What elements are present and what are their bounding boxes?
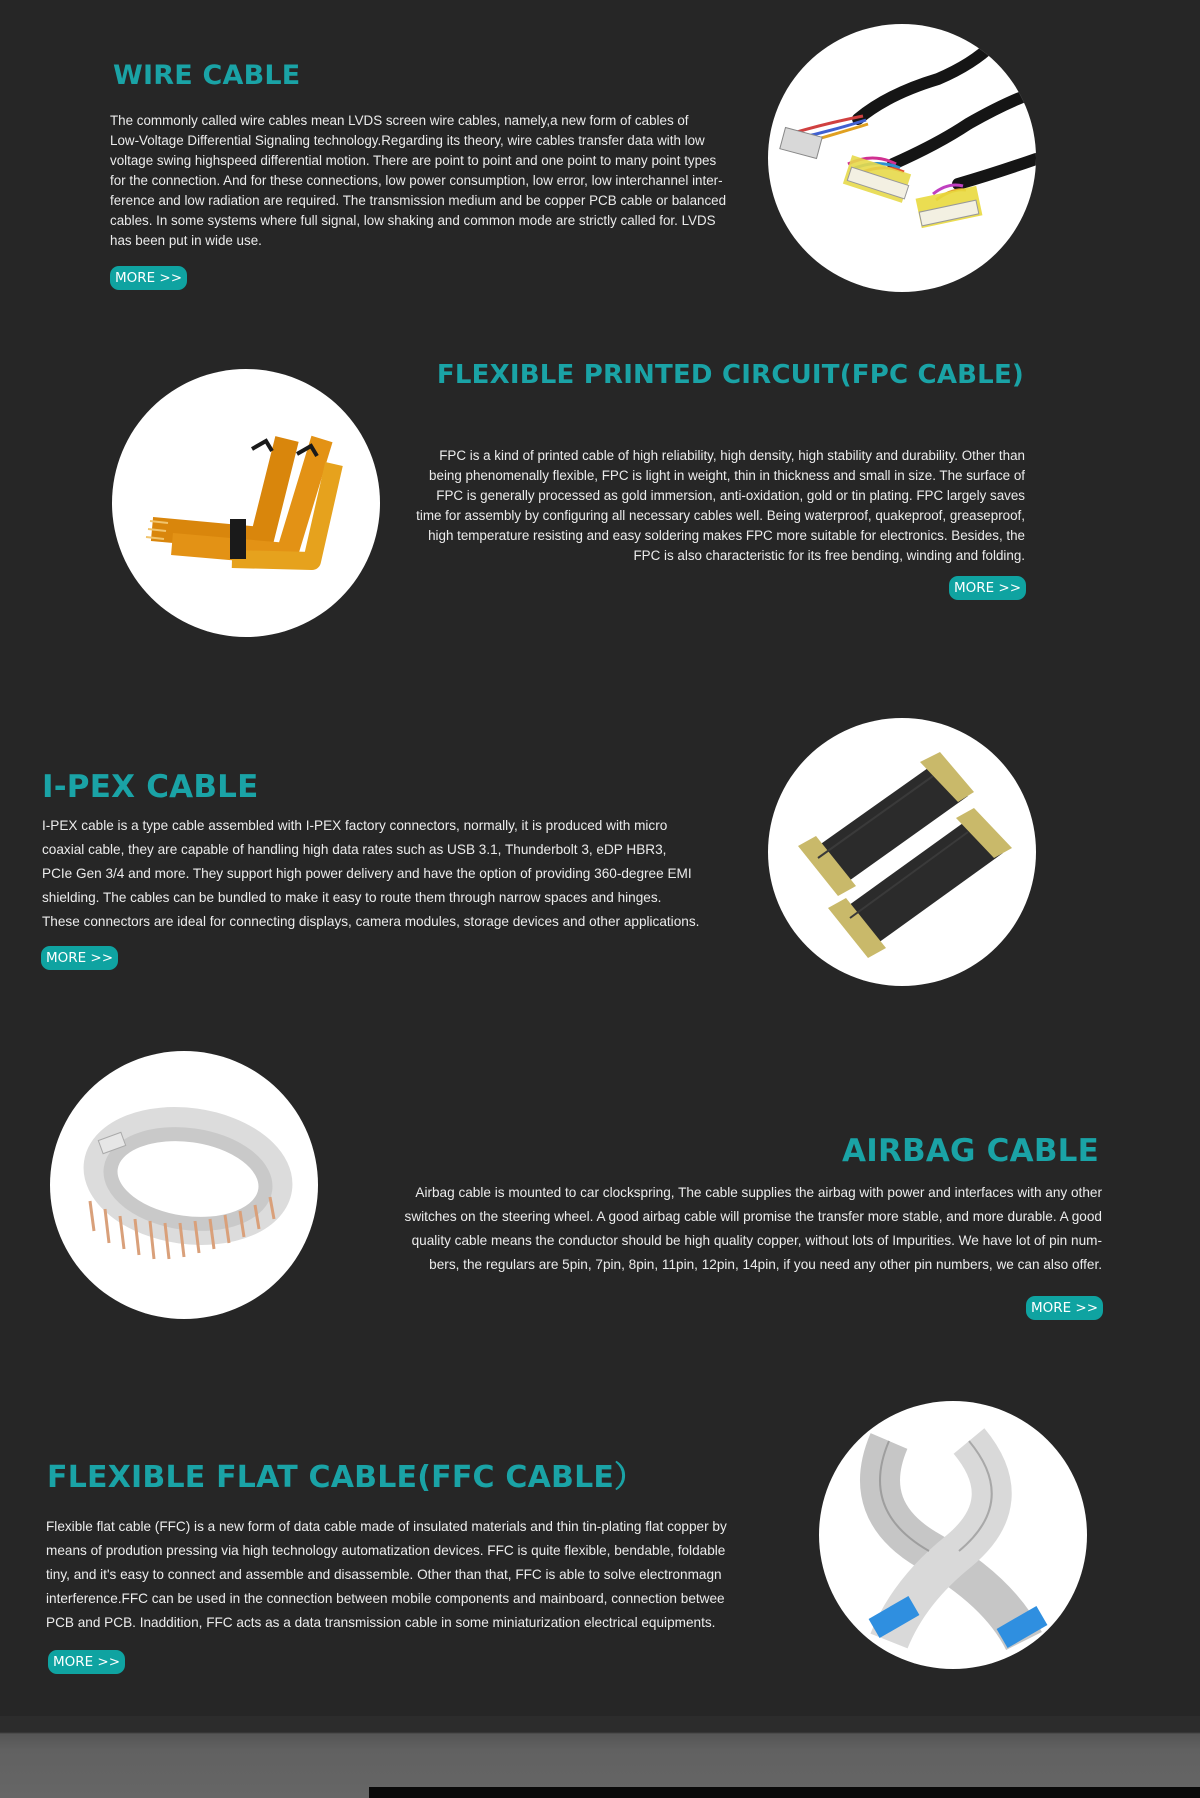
description-line: tiny, and it's easy to connect and assemble and disassemble. Other than that, FFC is able to solve electronmagn xyxy=(46,1567,722,1582)
description-line: ference and low radiation are required. The transmission medium and be copper PCB cable or balanced xyxy=(110,193,727,208)
description-line: bers, the regulars are 5pin, 7pin, 8pin, 11pin, 12pin, 14pin, if you need any other pin numbers, we can also offer. xyxy=(429,1257,1102,1272)
airbag-cable-image xyxy=(50,1051,318,1319)
description-line: time for assembly by configuring all necessary cables well. Being waterproof, quakeproof, greaseproof, xyxy=(416,508,1025,523)
description-line: FPC is generally processed as gold immersion, anti-oxidation, gold or tin plating. FPC largely saves xyxy=(436,488,1025,503)
section-description xyxy=(46,1515,752,1635)
description-line: means of prodution pressing via high technology automatization devices. FFC is quite flexible, bendable, foldable xyxy=(46,1543,726,1558)
ffc-cable-image xyxy=(819,1401,1087,1669)
section-description xyxy=(342,1181,1102,1277)
more-button[interactable]: MORE >> xyxy=(41,946,118,970)
section-description xyxy=(42,814,762,934)
airbag-cable-icon xyxy=(50,1051,318,1319)
lvds-wire-cable-image xyxy=(768,24,1036,292)
description-line: I-PEX cable is a type cable assembled with I-PEX factory connectors, normally, it is produced with micro xyxy=(42,818,668,833)
section-title: FLEXIBLE FLAT CABLE(FFC CABLE） xyxy=(47,1460,645,1495)
description-line: shielding. The cables can be bundled to make it easy to route them through narrow spaces and hinges. xyxy=(42,890,662,905)
description-line: Low-Voltage Differential Signaling technology.Regarding its theory, wire cables transfer data with low xyxy=(110,133,705,148)
more-button[interactable]: MORE >> xyxy=(1026,1296,1103,1320)
description-line: PCIe Gen 3/4 and more. They support high power delivery and have the option of providing 360-degree EMI xyxy=(42,866,692,881)
more-button[interactable]: MORE >> xyxy=(110,266,187,290)
section-title: FLEXIBLE PRINTED CIRCUIT(FPC CABLE) xyxy=(436,360,1024,390)
fpc-cable-image xyxy=(112,369,380,637)
ipex-cable-section xyxy=(0,700,1200,1000)
description-line: The commonly called wire cables mean LVDS screen wire cables, namely,a new form of cables of xyxy=(110,113,689,128)
lvds-wire-cable-icon xyxy=(768,24,1036,292)
description-line: FPC is also characteristic for its free bending, winding and folding. xyxy=(633,548,1025,563)
description-line: being phenomenally flexible, FPC is light in weight, thin in thickness and small in size. The surface of xyxy=(429,468,1025,483)
ipex-cable-image xyxy=(768,718,1036,986)
description-line: switches on the steering wheel. A good airbag cable will promise the transfer more stable, and more durable. A good xyxy=(404,1209,1102,1224)
description-line: Airbag cable is mounted to car clockspring, The cable supplies the airbag with power and interfaces with any other xyxy=(415,1185,1102,1200)
ffc-cable-section xyxy=(0,1380,1200,1700)
description-line: These connectors are ideal for connecting displays, camera modules, storage devices and other applications. xyxy=(42,914,700,929)
footer-band xyxy=(0,1716,1200,1798)
section-description xyxy=(385,446,1025,566)
more-button[interactable]: MORE >> xyxy=(48,1650,125,1674)
section-title: AIRBAG CABLE xyxy=(842,1133,1099,1169)
description-line: has been put in wide use. xyxy=(110,233,262,248)
section-description xyxy=(110,111,750,251)
description-line: high temperature resisting and easy soldering makes FPC more suitable for electronics. Besides, the xyxy=(428,528,1025,543)
section-title: I-PEX CABLE xyxy=(42,769,259,805)
wire-cable-section xyxy=(0,0,1200,300)
fpc-cable-section xyxy=(0,340,1200,670)
ffc-cable-icon xyxy=(819,1401,1087,1669)
section-title: WIRE CABLE xyxy=(113,60,301,91)
description-line: cables. In some systems where full signal, low shaking and common mode are strictly called for. LVDS xyxy=(110,213,716,228)
airbag-cable-section xyxy=(0,1030,1200,1350)
description-line: Flexible flat cable (FFC) is a new form of data cable made of insulated materials and thin tin-plating flat copper by xyxy=(46,1519,727,1534)
description-line: PCB and PCB. Inaddition, FFC acts as a data transmission cable in some miniaturization electrical equipments. xyxy=(46,1615,716,1630)
ipex-cable-icon xyxy=(768,718,1036,986)
footer-bar xyxy=(369,1787,1200,1798)
description-line: quality cable means the conductor should be high quality copper, without lots of Impurities. We have lot of pin num- xyxy=(411,1233,1102,1248)
description-line: FPC is a kind of printed cable of high reliability, high density, high stability and durability. Other than xyxy=(439,448,1025,463)
description-line: coaxial cable, they are capable of handling high data rates such as USB 3.1, Thunderbolt 3, eDP HBR3, xyxy=(42,842,667,857)
description-line: voltage swing highspeed differential motion. There are point to point and one point to many point types xyxy=(110,153,717,168)
more-button[interactable]: MORE >> xyxy=(949,576,1026,600)
description-line: interference.FFC can be used in the connection between mobile components and mainboard, connection betwee xyxy=(46,1591,725,1606)
description-line: for the connection. And for these connections, low power consumption, low error, low interchannel inter- xyxy=(110,173,723,188)
fpc-cable-icon xyxy=(112,369,380,637)
